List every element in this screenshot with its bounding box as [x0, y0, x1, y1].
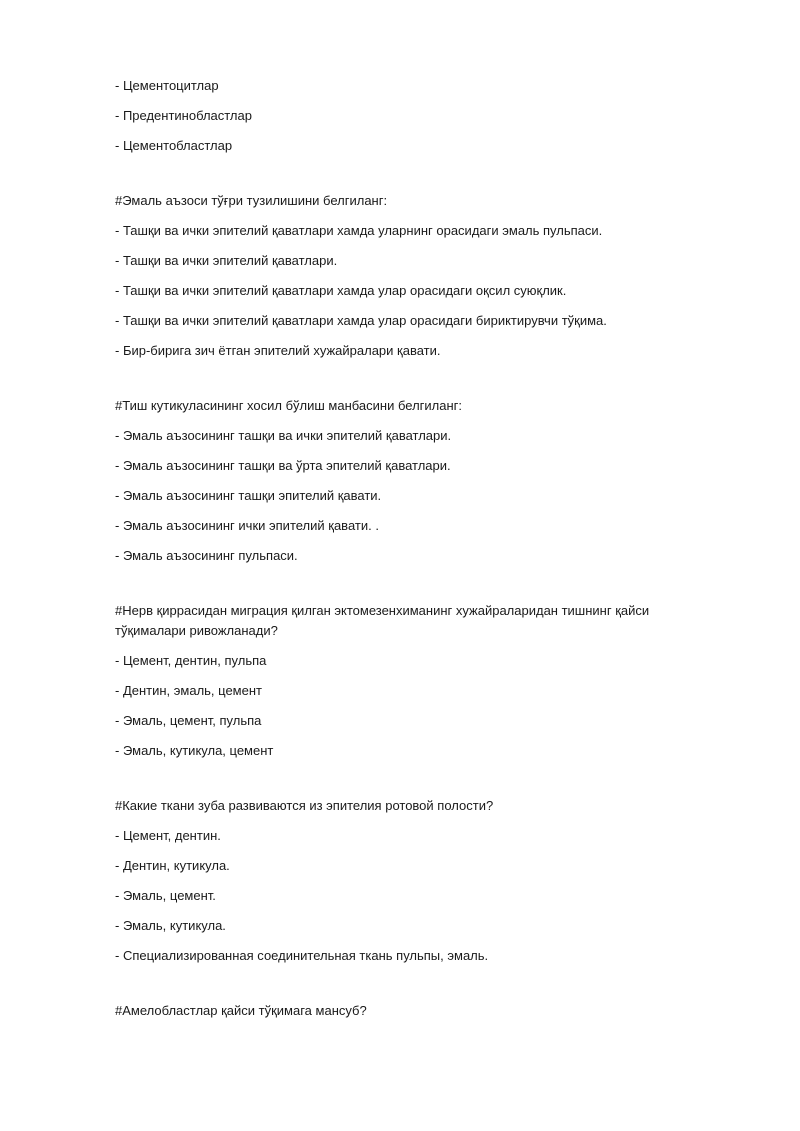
- option-line: - Эмаль аъзосининг ташқи эпителий қавати.: [115, 488, 382, 503]
- question-block: [115, 396, 715, 566]
- spacer: [115, 771, 715, 796]
- spacer: [115, 371, 715, 396]
- question-block: [115, 601, 715, 761]
- question-text: #Какие ткани зуба развиваются из эпителия ротовой полости?: [115, 798, 494, 813]
- lead-options: [115, 76, 715, 156]
- document-content: [115, 76, 715, 1031]
- option-line: - Ташқи ва ички эпителий қаватлари хамда уларнинг орасидаги эмаль пульпаси.: [115, 223, 603, 238]
- option-line: - Эмаль аъзосининг ташқи ва ички эпителий қаватлари.: [115, 428, 452, 443]
- option-line: - Предентинобластлар: [115, 108, 252, 123]
- option-line: - Цементоцитлар: [115, 78, 219, 93]
- option-line: - Ташқи ва ички эпителий қаватлари хамда улар орасидаги оқсил суюқлик.: [115, 283, 567, 298]
- option-line: - Эмаль, кутикула, цемент: [115, 743, 274, 758]
- option-line: - Эмаль, кутикула.: [115, 918, 226, 933]
- option-line: - Цемент, дентин.: [115, 828, 221, 843]
- question-block: [115, 1001, 715, 1021]
- question-block: [115, 191, 715, 361]
- option-line: - Бир-бирига зич ётган эпителий хужайралари қавати.: [115, 343, 441, 358]
- question-block: [115, 796, 715, 966]
- option-line: - Эмаль, цемент.: [115, 888, 216, 903]
- option-line: - Дентин, кутикула.: [115, 858, 230, 873]
- option-line: - Дентин, эмаль, цемент: [115, 683, 262, 698]
- question-text: #Амелобластлар қайси тўқимага мансуб?: [115, 1003, 367, 1018]
- option-line: - Цементобластлар: [115, 138, 233, 153]
- spacer: [115, 166, 715, 191]
- question-text: #Тиш кутикуласининг хосил бўлиш манбасини белгиланг:: [115, 398, 463, 413]
- option-line: - Эмаль аъзосининг ташқи ва ўрта эпителий қаватлари.: [115, 458, 451, 473]
- option-line: - Ташқи ва ички эпителий қаватлари.: [115, 253, 338, 268]
- option-line: - Эмаль аъзосининг ички эпителий қавати. .: [115, 518, 379, 533]
- option-line: - Эмаль, цемент, пульпа: [115, 713, 262, 728]
- option-line: - Цемент, дентин, пульпа: [115, 653, 267, 668]
- spacer: [115, 576, 715, 601]
- option-line: - Специализированная соединительная ткань пульпы, эмаль.: [115, 948, 489, 963]
- spacer: [115, 976, 715, 1001]
- question-text: #Эмаль аъзоси тўғри тузилишини белгиланг:: [115, 193, 388, 208]
- question-text: #Нерв қиррасидан миграция қилган эктомезенхиманинг хужайраларидан тишнинг қайси тўқималари ривожланади?: [115, 603, 650, 638]
- option-line: - Эмаль аъзосининг пульпаси.: [115, 548, 298, 563]
- option-line: - Ташқи ва ички эпителий қаватлари хамда улар орасидаги бириктирувчи тўқима.: [115, 313, 607, 328]
